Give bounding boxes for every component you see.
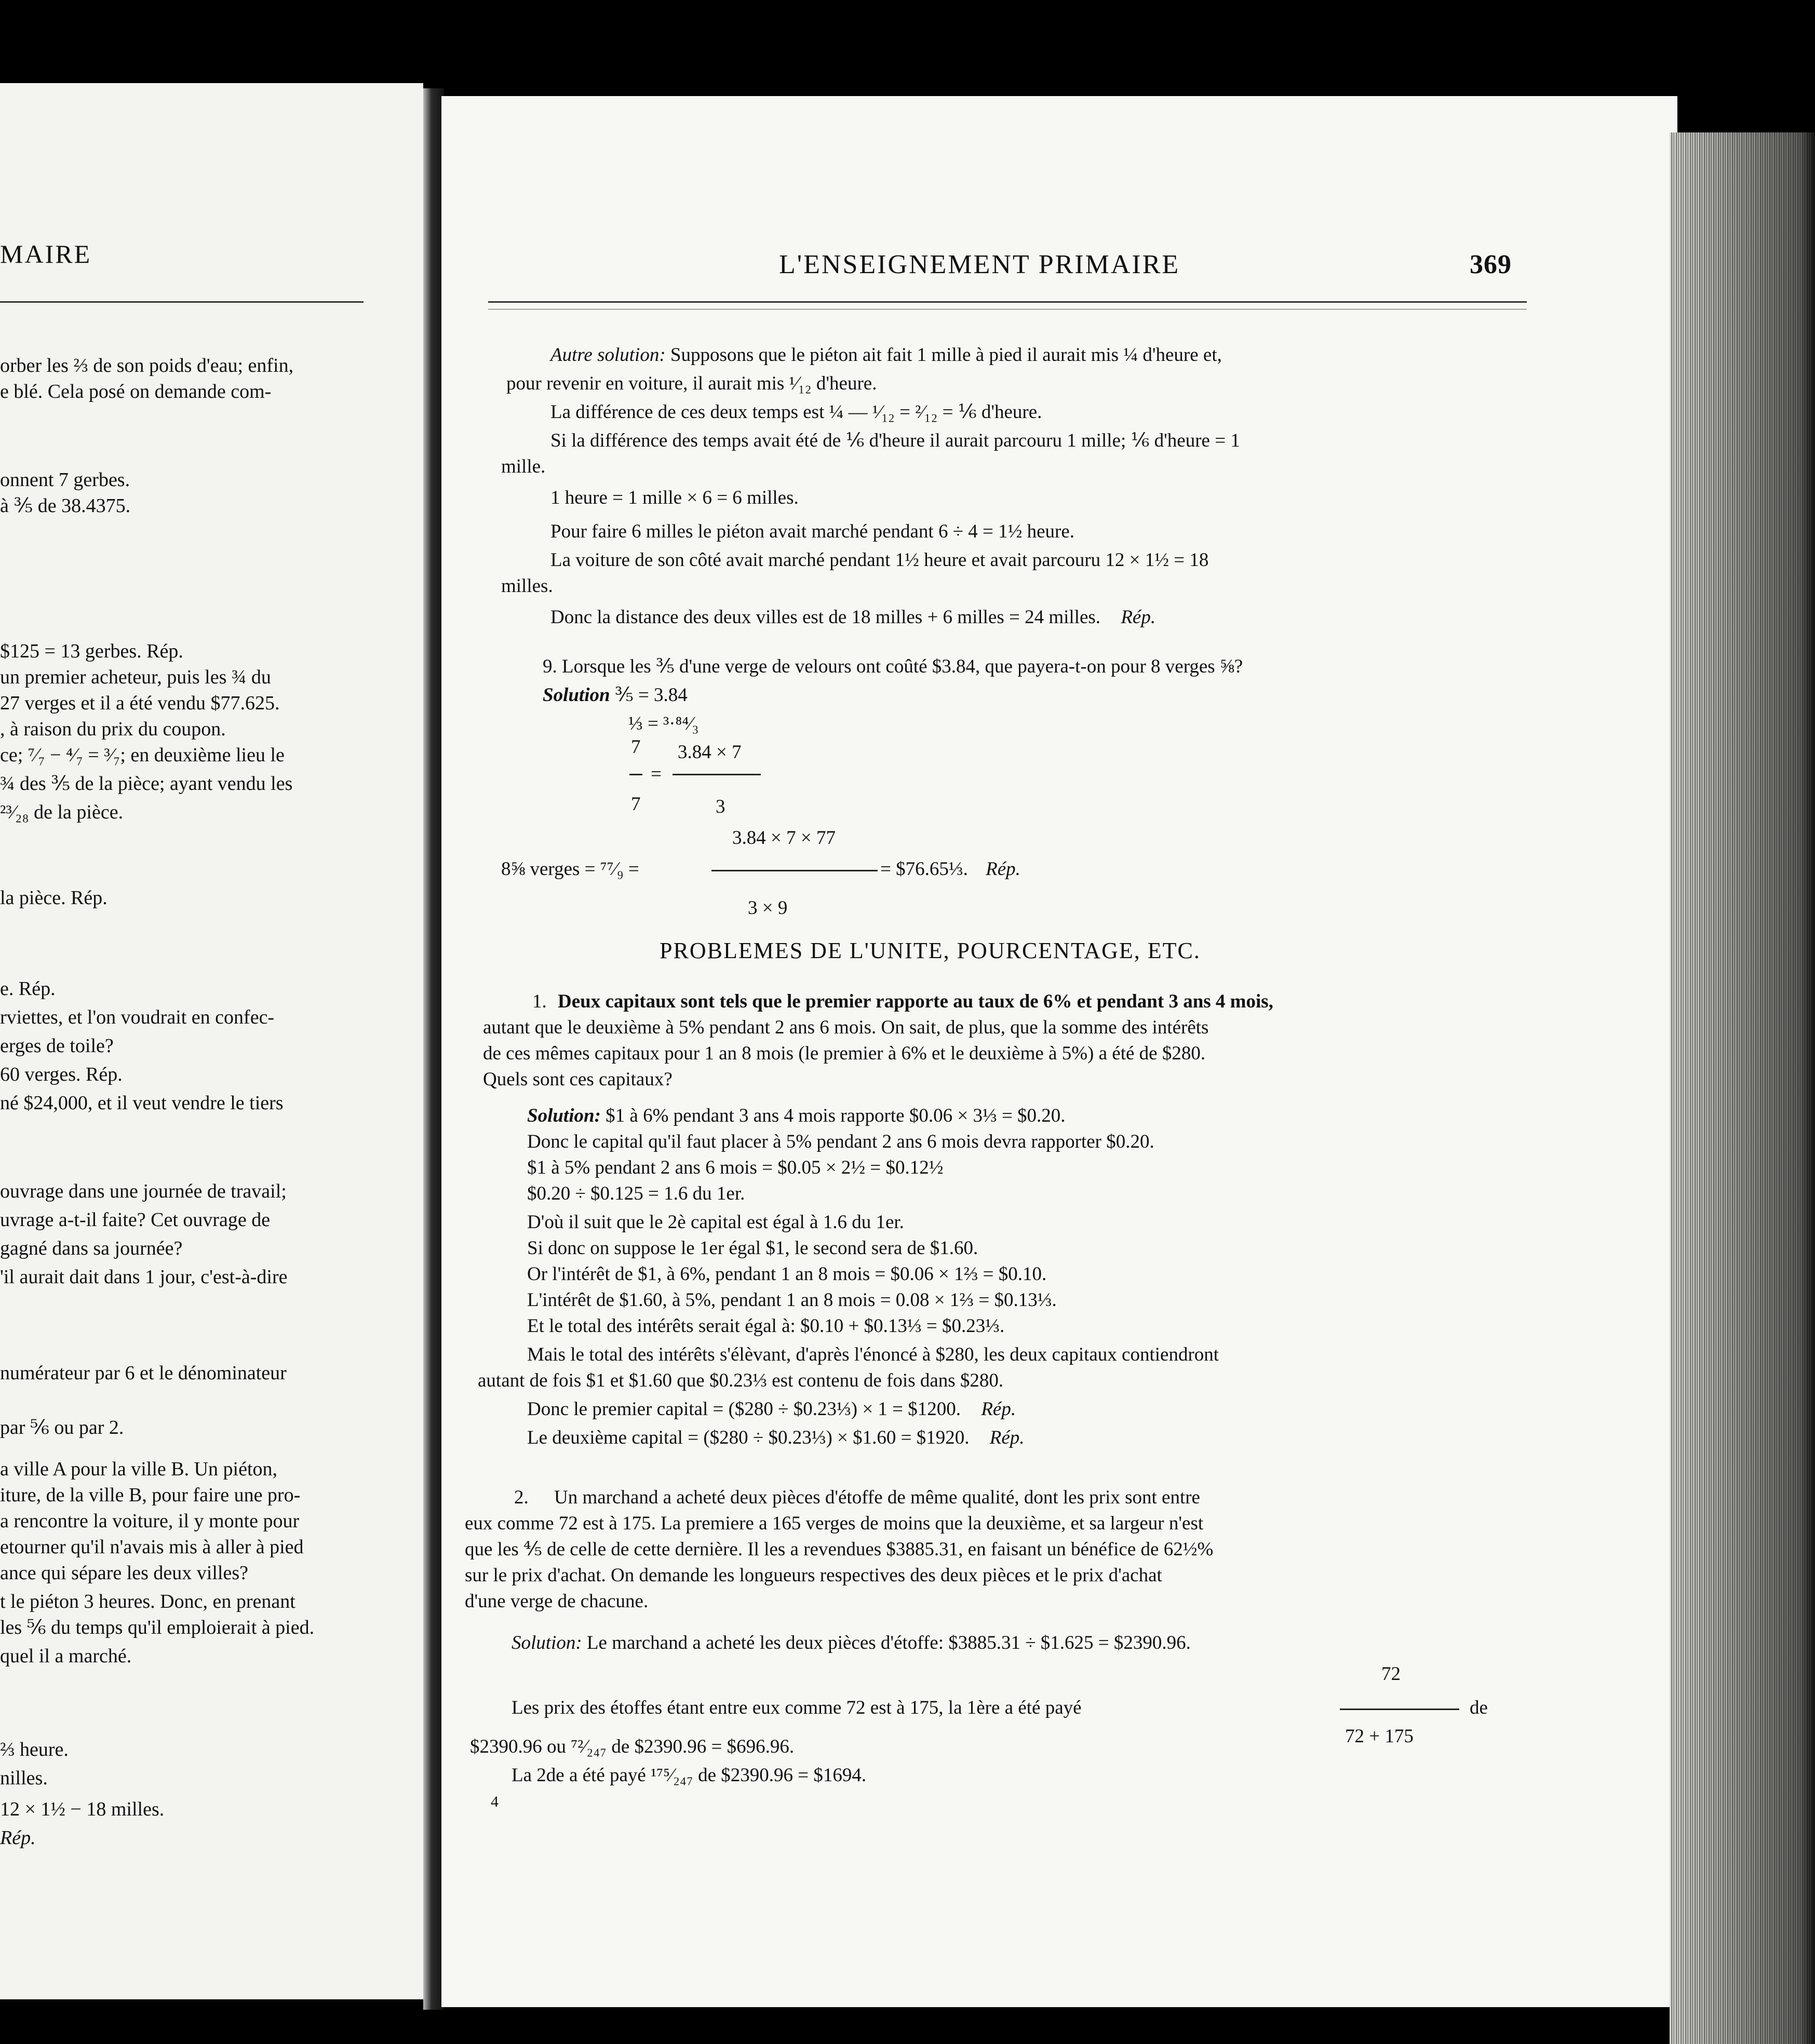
fraction-denominator: 7 <box>631 794 641 815</box>
left-line: rviettes, et l'on voudrait en confec- <box>0 1006 275 1028</box>
solution-line: Le marchand a acheté les deux pièces d'étoffe: $3885.31 ÷ $1.625 = $2390.96. <box>586 1632 1191 1653</box>
left-line: etourner qu'il n'avais mis à aller à pied <box>0 1536 304 1558</box>
rep-label: Rép. <box>986 858 1020 880</box>
fraction-bar <box>1340 1709 1459 1710</box>
solution-line: D'où il suit que le 2è capital est égal à 1.6 du 1er. <box>527 1212 904 1233</box>
problem-statement: autant que le deuxième à 5% pendant 2 ans 6 mois. On sait, de plus, que la somme des intérêts <box>483 1017 1209 1038</box>
book-gutter <box>423 88 444 2010</box>
left-line: t le piéton 3 heures. Donc, en prenant <box>0 1591 295 1612</box>
section-title: PROBLEMES DE L'UNITE, POURCENTAGE, ETC. <box>660 938 1201 963</box>
left-facing-page <box>0 83 423 1999</box>
text-line: La voiture de son côté avait marché pendant 1½ heure et avait parcouru 12 × 1½ = 18 <box>550 549 1209 571</box>
text-line: mille. <box>501 456 546 477</box>
text-line: Supposons que le piéton ait fait 1 mille à pied il aurait mis ¼ d'heure et, <box>670 344 1222 366</box>
solution-line: Si donc on suppose le 1er égal $1, le second sera de $1.60. <box>527 1238 978 1259</box>
solution-label: Solution <box>543 684 610 706</box>
left-line: 27 verges et il a été vendu $77.625. <box>0 692 280 714</box>
right-page <box>441 96 1677 2007</box>
solution-word: de <box>1470 1697 1488 1718</box>
left-line: les ⅚ du temps qu'il emploierait à pied. <box>0 1617 315 1638</box>
left-line: ²³⁄₂₈ de la pièce. <box>0 801 124 823</box>
solution-line: Le deuxième capital = ($280 ÷ $0.23⅓) × $1.60 = $1920. <box>527 1427 970 1448</box>
signature-mark: 4 <box>491 1793 499 1810</box>
left-line: la pièce. Rép. <box>0 887 107 909</box>
solution-line: La 2de a été payé ¹⁷⁵⁄₂₄₇ de $2390.96 = $1694. <box>512 1765 867 1786</box>
fraction-denominator: 3 <box>716 796 725 817</box>
left-line: par ⅚ ou par 2. <box>0 1417 124 1438</box>
fraction-numerator: 3.84 × 7 <box>678 742 742 763</box>
left-line: quel il a marché. <box>0 1645 132 1667</box>
solution-line: $1 à 6% pendant 3 ans 4 mois rapporte $0.06 × 3⅓ = $0.20. <box>606 1105 1066 1126</box>
fraction-numerator: 7 <box>631 736 641 758</box>
left-running-head: MAIRE <box>0 239 92 268</box>
left-line: a rencontre la voiture, il y monte pour <box>0 1510 300 1532</box>
equals-sign: = <box>651 763 662 785</box>
fraction-numerator: 72 <box>1381 1663 1401 1685</box>
autre-solution-label: Autre solution: <box>550 344 666 366</box>
left-line: gagné dans sa journée? <box>0 1238 183 1259</box>
solution-line: $0.20 ÷ $0.125 = 1.6 du 1er. <box>527 1183 745 1204</box>
solution-line: autant de fois $1 et $1.60 que $0.23⅓ est contenu de fois dans $280. <box>478 1370 1004 1391</box>
solution-line: Mais le total des intérêts s'élèvant, d'après l'énoncé à $280, les deux capitaux contiendront <box>527 1344 1219 1365</box>
left-line: $125 = 13 gerbes. Rép. <box>0 640 183 662</box>
fraction-bar <box>629 774 642 775</box>
text-line: Si la différence des temps avait été de ⅙ d'heure il aurait parcouru 1 mille; ⅙ d'heure = 1 <box>550 430 1240 451</box>
text-line: 1 heure = 1 mille × 6 = 6 milles. <box>550 487 799 508</box>
left-line: , à raison du prix du coupon. <box>0 718 226 740</box>
solution-line: L'intérêt de $1.60, à 5%, pendant 1 an 8 mois = 0.08 × 1⅔ = $0.13⅓. <box>527 1289 1057 1311</box>
solution-line: Donc le premier capital = ($280 ÷ $0.23⅓) × 1 = $1200. <box>527 1398 961 1420</box>
problem-number: 9. <box>543 656 557 677</box>
problem-statement: que les ⅘ de celle de cette dernière. Il les a revendues $3885.31, en faisant un bénéfice de 62½% <box>465 1539 1214 1560</box>
left-line: e. Rép. <box>0 978 56 1000</box>
left-line: 12 × 1½ − 18 milles. <box>0 1798 165 1820</box>
solution-line: $2390.96 ou ⁷²⁄₂₄₇ de $2390.96 = $696.96. <box>470 1736 795 1757</box>
equation-line: ⅓ = ³·⁸⁴⁄₃ <box>628 713 699 734</box>
left-line: iture, de la ville B, pour faire une pro- <box>0 1484 301 1506</box>
page-number: 369 <box>1470 250 1512 279</box>
header-rule <box>488 301 1527 303</box>
left-line: 60 verges. Rép. <box>0 1064 123 1085</box>
left-line: numérateur par 6 et le dénominateur <box>0 1362 287 1384</box>
problem-statement: Deux capitaux sont tels que le premier rapporte au taux de 6% et pendant 3 ans 4 mois, <box>558 991 1273 1012</box>
left-line: a ville A pour la ville B. Un piéton, <box>0 1458 278 1480</box>
problem-number: 2. <box>514 1487 529 1508</box>
problem-statement: eux comme 72 est à 175. La premiere a 165 verges de moins que la deuxième, et sa largeur n'est <box>465 1513 1204 1534</box>
text-line: Pour faire 6 milles le piéton avait marché pendant 6 ÷ 4 = 1½ heure. <box>550 521 1075 542</box>
left-line: orber les ⅔ de son poids d'eau; enfin, <box>0 355 294 376</box>
left-line: ouvrage dans une journée de travail; <box>0 1180 287 1202</box>
running-head: L'ENSEIGNEMENT PRIMAIRE <box>779 250 1180 279</box>
text-line: milles. <box>501 575 553 597</box>
text-line: pour revenir en voiture, il aurait mis ¹⁄₁₂ d'heure. <box>506 373 877 394</box>
fraction-denominator: 72 + 175 <box>1345 1726 1414 1747</box>
solution-label: Solution: <box>527 1105 601 1126</box>
left-line: né $24,000, et il veut vendre le tiers <box>0 1092 284 1114</box>
left-line: ce; ⁷⁄₇ − ⁴⁄₇ = ³⁄₇; en deuxième lieu le <box>0 744 285 766</box>
left-line: erges de toile? <box>0 1035 114 1057</box>
fraction-numerator: 3.84 × 7 × 77 <box>732 827 836 849</box>
page-edges <box>1670 132 1815 2044</box>
left-line: ance qui sépare les deux villes? <box>0 1562 248 1584</box>
problem-statement: Un marchand a acheté deux pièces d'étoffe de même qualité, dont les prix sont entre <box>554 1487 1200 1508</box>
rep-label: Rép. <box>989 1427 1025 1448</box>
left-line: onnent 7 gerbes. <box>0 469 130 491</box>
left-line: nilles. <box>0 1767 48 1789</box>
solution-line: Donc le capital qu'il faut placer à 5% pendant 2 ans 6 mois devra rapporter $0.20. <box>527 1131 1154 1152</box>
solution-line: Or l'intérêt de $1, à 6%, pendant 1 an 8 mois = $0.06 × 1⅔ = $0.10. <box>527 1263 1047 1285</box>
left-line: e blé. Cela posé on demande com- <box>0 381 272 402</box>
problem-statement: Quels sont ces capitaux? <box>483 1069 673 1090</box>
left-line: 'il aurait dait dans 1 jour, c'est-à-dire <box>0 1266 288 1288</box>
fraction-bar <box>673 774 761 775</box>
solution-label: Solution: <box>512 1632 582 1653</box>
solution-line: $1 à 5% pendant 2 ans 6 mois = $0.05 × 2½ = $0.12½ <box>527 1157 944 1178</box>
left-line: ⅔ heure. <box>0 1739 69 1760</box>
equation-line: 8⅝ verges = ⁷⁷⁄₉ = <box>501 858 639 880</box>
fraction-denominator: 3 × 9 <box>748 897 788 919</box>
left-line: à ⅗ de 38.4375. <box>0 495 131 517</box>
problem-statement: Lorsque les ⅗ d'une verge de velours ont coûté $3.84, que payera-t-on pour 8 verges ⅝? <box>562 656 1243 677</box>
text-line: Donc la distance des deux villes est de 18 milles + 6 milles = 24 milles. <box>550 607 1101 628</box>
left-line: un premier acheteur, puis les ¾ du <box>0 666 271 688</box>
problem-statement: d'une verge de chacune. <box>465 1591 649 1612</box>
problem-statement: de ces mêmes capitaux pour 1 an 8 mois (le premier à 6% et le deuxième à 5%) a été de $280. <box>483 1043 1206 1064</box>
left-line: Rép. <box>0 1827 36 1849</box>
fraction-bar <box>711 870 878 871</box>
equation-line: ⅗ = 3.84 <box>614 684 688 706</box>
left-line: uvrage a-t-il faite? Cet ouvrage de <box>0 1209 271 1231</box>
solution-line: Et le total des intérêts serait égal à: $0.10 + $0.13⅓ = $0.23⅓. <box>527 1315 1005 1337</box>
left-header-rule <box>0 301 364 303</box>
equation-result: = $76.65⅓. <box>880 858 968 880</box>
problem-statement: sur le prix d'achat. On demande les longueurs respectives des deux pièces et le prix d'achat <box>465 1565 1162 1586</box>
header-rule-thin <box>488 309 1527 310</box>
rep-label: Rép. <box>981 1398 1016 1420</box>
solution-line: Les prix des étoffes étant entre eux comme 72 est à 175, la 1ère a été payé <box>512 1697 1082 1718</box>
rep-label: Rép. <box>1121 607 1156 628</box>
left-line: ¾ des ⅗ de la pièce; ayant vendu les <box>0 773 293 795</box>
problem-number: 1. <box>532 991 547 1012</box>
text-line: La différence de ces deux temps est ¼ — ¹⁄₁₂ = ²⁄₁₂ = ⅙ d'heure. <box>550 401 1042 423</box>
